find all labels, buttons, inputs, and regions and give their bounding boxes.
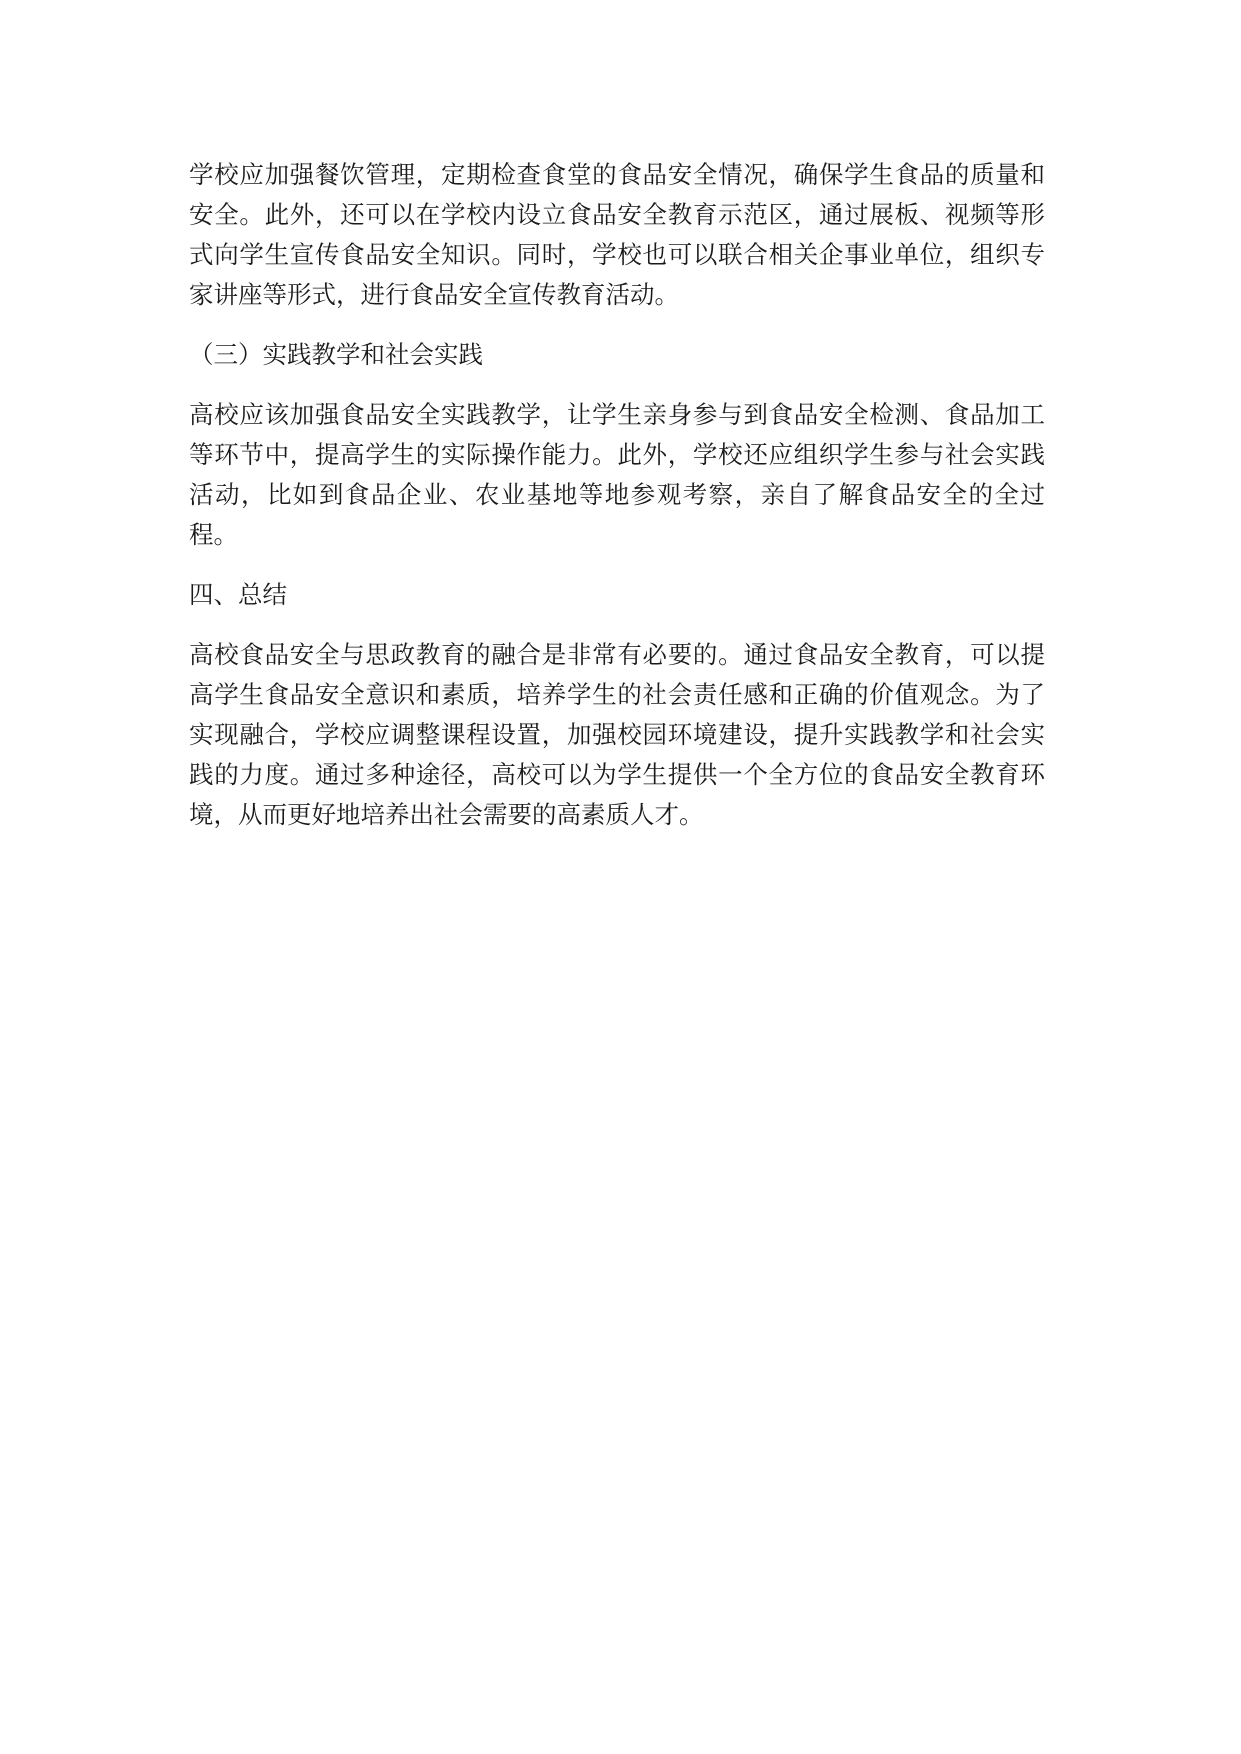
document-body [189,155,1045,855]
section-heading-practice: （三）实践教学和社会实践 [189,340,483,369]
paragraph-summary: 高校食品安全与思政教育的融合是非常有必要的。通过食品安全教育，可以提高学生食品安全意识和素质，培养学生的社会责任感和正确的价值观念。为了实现融合，学校应调整课程设置，加强校园环境建设，提升实践教学和社会实践的力度。通过多种途径，高校可以为学生提供一个全方位的食品安全教育环境，从而更好地培养出社会需要的高素质人才。 [189,640,1045,829]
paragraph-practice-teaching: 高校应该加强食品安全实践教学，让学生亲身参与到食品安全检测、食品加工等环节中，提高学生的实际操作能力。此外，学校还应组织学生参与社会实践活动，比如到食品企业、农业基地等地参观考察，亲自了解食品安全的全过程。 [189,400,1045,549]
section-heading-summary: 四、总结 [189,580,287,609]
paragraph-canteen-management: 学校应加强餐饮管理，定期检查食堂的食品安全情况，确保学生食品的质量和安全。此外，还可以在学校内设立食品安全教育示范区，通过展板、视频等形式向学生宣传食品安全知识。同时，学校也可以联合相关企事业单位，组织专家讲座等形式，进行食品安全宣传教育活动。 [189,160,1045,309]
